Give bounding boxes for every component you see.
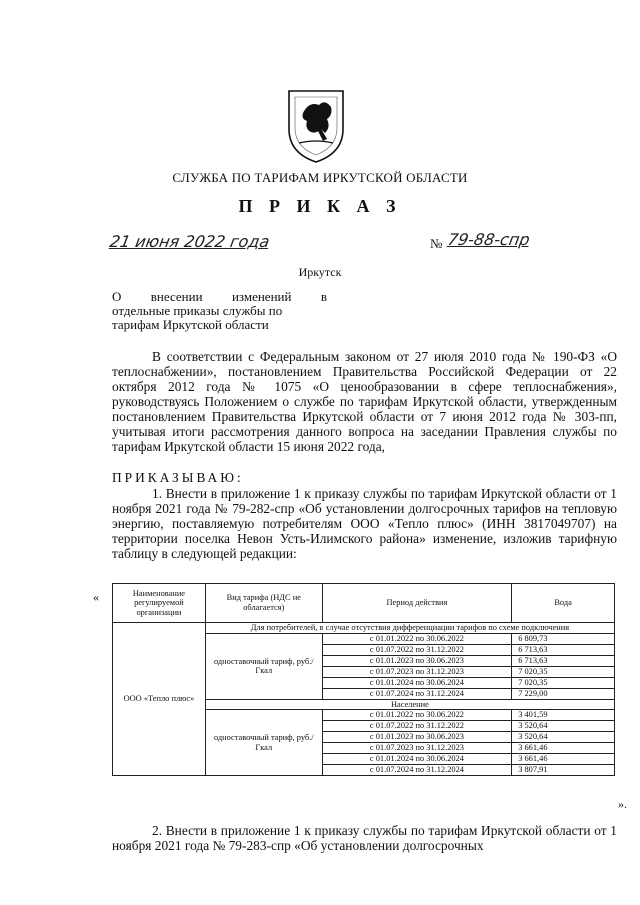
- header-cell: Вода: [512, 584, 615, 623]
- item-2-paragraph: 2. Внести в приложение 1 к приказу службы по тарифам Иркутской области от 1 ноября 2021 года № 79-283-спр «Об установлении долгосрочных: [112, 823, 617, 853]
- value-cell: 3 661,46: [512, 754, 615, 765]
- org-name-cell: ООО «Тепло плюс»: [113, 623, 206, 776]
- subject-word: изменений: [231, 289, 292, 304]
- city-name: Иркутск: [298, 265, 342, 279]
- value-cell: 6 713,63: [512, 644, 615, 655]
- handwritten-number: 79-88-спр: [446, 230, 532, 249]
- tariff-type-cell: одноставочный тариф, руб./Гкал: [205, 633, 322, 699]
- number-label: №: [430, 236, 443, 251]
- section-row: [113, 623, 615, 634]
- header-cell: Вид тарифа (НДС не облагается): [205, 584, 322, 623]
- period-cell: с 01.07.2022 по 31.12.2022: [322, 644, 512, 655]
- value-cell: 7 020,35: [512, 666, 615, 677]
- prikazyvayu-heading: ПРИКАЗЫВАЮ:: [112, 470, 244, 485]
- item-1-paragraph: 1. Внести в приложение 1 к приказу службы по тарифам Иркутской области от 1 ноября 2021 года № 79-282-спр «Об установлении долгосрочных тарифов на тепловую энергию, поставляемую потребителям ООО «Тепло плюс» (ИНН 3817049707) на территории поселка Невон Усть-Илимского района» изменение, изложив тарифную таблицу в следующей редакции:: [112, 486, 617, 561]
- header-cell: Наименование регулируемой организации: [113, 584, 206, 623]
- period-cell: с 01.07.2023 по 31.12.2023: [322, 743, 512, 754]
- period-cell: с 01.01.2022 по 30.06.2022: [322, 633, 512, 644]
- section-label: Для потребителей, в случае отсутствия дифференциации тарифов по схеме подключения: [205, 623, 614, 634]
- value-cell: 3 520,64: [512, 732, 615, 743]
- subject-rest: отдельные приказы службы по тарифам Иркутской области: [112, 303, 283, 332]
- organization-name: СЛУЖБА ПО ТАРИФАМ ИРКУТСКОЙ ОБЛАСТИ: [172, 170, 468, 185]
- tariff-table: [112, 583, 615, 776]
- subject-word: в: [320, 289, 327, 304]
- period-cell: с 01.07.2024 по 31.12.2024: [322, 688, 512, 699]
- document-title: П Р И К А З: [238, 196, 402, 216]
- period-cell: с 01.01.2023 по 30.06.2023: [322, 732, 512, 743]
- period-cell: с 01.07.2023 по 31.12.2023: [322, 666, 512, 677]
- table-header-row: [113, 584, 615, 623]
- period-cell: с 01.07.2022 по 31.12.2022: [322, 721, 512, 732]
- header-cell: Период действия: [322, 584, 512, 623]
- period-cell: с 01.01.2022 по 30.06.2022: [322, 710, 512, 721]
- coat-of-arms-icon: [285, 85, 347, 165]
- subject-word: внесении: [150, 289, 203, 304]
- value-cell: 3 661,46: [512, 743, 615, 754]
- value-cell: 3 520,64: [512, 721, 615, 732]
- period-cell: с 01.07.2024 по 31.12.2024: [322, 765, 512, 776]
- subject-word: О: [112, 289, 122, 304]
- subject-first-line: [112, 290, 327, 304]
- period-cell: с 01.01.2024 по 30.06.2024: [322, 677, 512, 688]
- closing-quote: ».: [618, 797, 627, 811]
- preamble-paragraph: В соответствии с Федеральным законом от 27 июля 2010 года № 190-ФЗ «О теплоснабжении», постановлением Правительства Российской Федерации от 22 октября 2012 года № 1075 «О ценообразовании в сфере теплоснабжения», руководствуясь Положением о службе по тарифам Иркутской области, утвержденным постановлением Правительства Иркутской области от 7 июня 2012 года № 303-пп, учитывая итоги рассмотрения данного вопроса на заседании Правления службы по тарифам Иркутской области 15 июня 2022 года,: [112, 349, 617, 454]
- tariff-type-cell: одноставочный тариф, руб./Гкал: [205, 710, 322, 776]
- value-cell: 3 807,91: [512, 765, 615, 776]
- period-cell: с 01.01.2024 по 30.06.2024: [322, 754, 512, 765]
- handwritten-date: 21 июня 2022 года: [108, 232, 272, 251]
- value-cell: 7 020,35: [512, 677, 615, 688]
- section-label: Население: [205, 699, 614, 710]
- period-cell: с 01.01.2023 по 30.06.2023: [322, 655, 512, 666]
- value-cell: 7 229,00: [512, 688, 615, 699]
- order-subject: [112, 290, 327, 332]
- value-cell: 3 401,59: [512, 710, 615, 721]
- value-cell: 6 809,73: [512, 633, 615, 644]
- value-cell: 6 713,63: [512, 655, 615, 666]
- opening-quote: «: [93, 590, 99, 604]
